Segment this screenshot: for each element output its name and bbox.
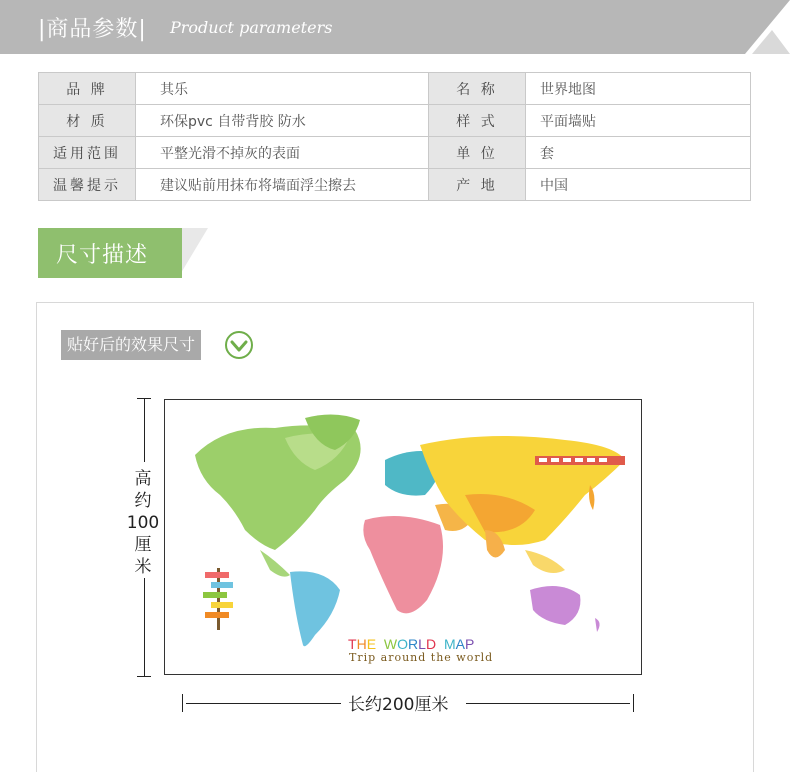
param-value: 平整光滑不掉灰的表面 [136, 137, 429, 169]
banner-subtitle: Product parameters [170, 18, 333, 37]
param-label: 适用范围 [39, 137, 136, 169]
height-label-char: 米 [134, 557, 152, 577]
world-map-image [164, 399, 642, 675]
height-dimension-line-bottom [144, 578, 145, 676]
param-value: 环保pvc 自带背胶 防水 [136, 105, 429, 137]
map-title-letter: W [383, 636, 398, 652]
param-value: 平面墙贴 [526, 105, 751, 137]
map-title-letter: R [408, 636, 419, 652]
map-title-letter: O [397, 636, 409, 652]
height-label-char: 厘 [134, 535, 152, 555]
param-row [39, 73, 751, 105]
param-value: 建议贴前用抹布将墙面浮尘擦去 [136, 169, 429, 201]
world-map-illustration [165, 400, 642, 675]
param-row [39, 137, 751, 169]
effect-size-label: 贴好后的效果尺寸 [61, 330, 201, 360]
param-value: 世界地图 [526, 73, 751, 105]
param-value: 套 [526, 137, 751, 169]
param-label: 名 称 [429, 73, 526, 105]
height-dimension-line-top [144, 398, 145, 462]
map-title-letter: T [348, 636, 357, 652]
width-dimension-line-right [466, 703, 630, 704]
param-value: 中国 [526, 169, 751, 201]
param-row [39, 105, 751, 137]
map-title-letter: E [366, 636, 377, 652]
height-dimension-label [126, 468, 160, 578]
param-row [39, 169, 751, 201]
param-label: 单 位 [429, 137, 526, 169]
param-label: 产 地 [429, 169, 526, 201]
param-label: 样 式 [429, 105, 526, 137]
map-title-letter: P [464, 636, 475, 652]
width-dimension-left-cap [182, 694, 183, 712]
header-banner [0, 0, 790, 54]
height-label-char: 约 [134, 491, 152, 511]
param-label: 温馨提示 [39, 169, 136, 201]
section-title: 尺寸描述 [56, 243, 149, 268]
width-dimension-label: 长约200厘米 [348, 695, 449, 715]
map-title-letter [376, 636, 380, 652]
map-title-letter: D [425, 636, 437, 652]
width-dimension-line-left [186, 703, 341, 704]
map-title [348, 636, 474, 652]
width-dimension-right-cap [633, 694, 634, 712]
height-label-char: 100 [126, 513, 160, 533]
map-title-letter: L [418, 636, 426, 652]
map-subtitle: Trip around the world [349, 651, 494, 664]
map-title-letter [436, 636, 440, 652]
param-label: 品 牌 [39, 73, 136, 105]
map-title-letter: H [356, 636, 367, 652]
map-title-letter: M [443, 636, 456, 652]
product-parameters-table [38, 72, 751, 201]
height-label-char: 高 [134, 469, 152, 489]
param-value: 其乐 [136, 73, 429, 105]
param-label: 材 质 [39, 105, 136, 137]
height-dimension-bottom-cap [137, 676, 151, 677]
chevron-down-circle-icon [224, 330, 254, 360]
banner-title: |商品参数| [38, 17, 147, 42]
map-title-letter: A [455, 636, 465, 652]
